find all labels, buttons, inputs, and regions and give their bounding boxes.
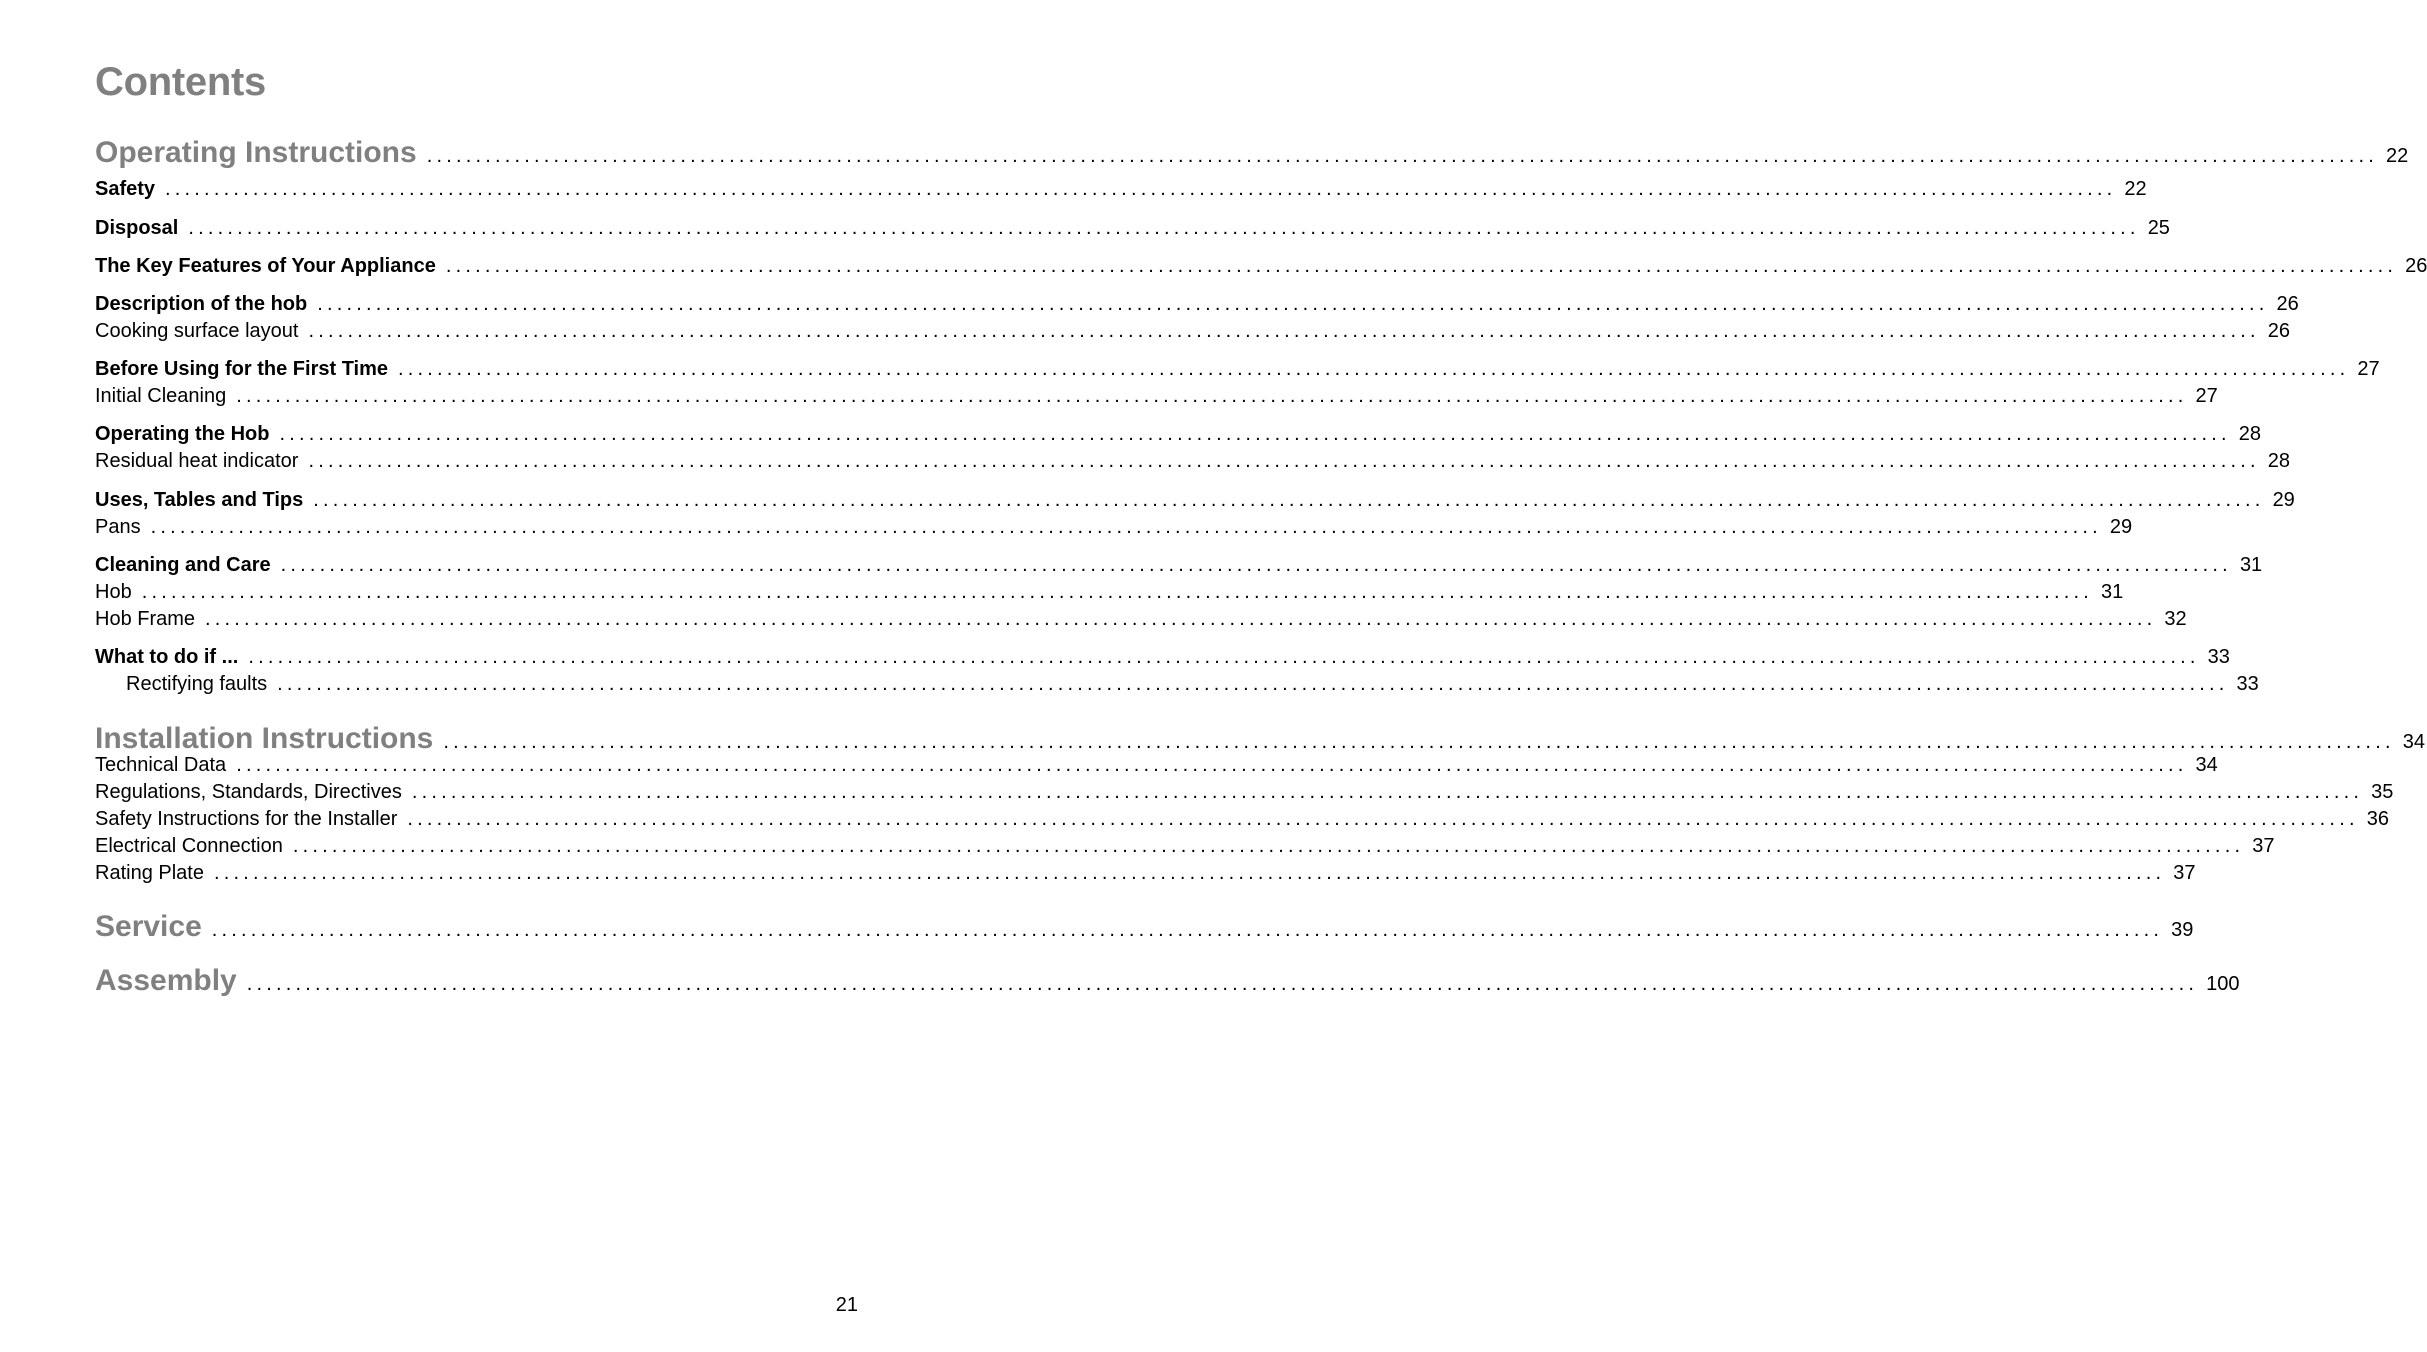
toc-entry-page: 31: [2101, 581, 2124, 603]
toc-entry-page: 27: [2195, 385, 2218, 407]
dot-leader: ........................................................................................................................................................................................................: [443, 731, 2395, 753]
toc-entry-label: Operating Instructions: [95, 136, 417, 169]
toc-entry[interactable]: [95, 320, 2291, 343]
toc-entry-label: Installation Instructions: [95, 722, 434, 755]
dot-leader: ........................................................................................................................................................................................................: [236, 385, 2188, 407]
dot-leader: ........................................................................................................................................................................................................: [141, 581, 2094, 603]
dot-leader: ........................................................................................................................................................................................................: [407, 808, 2359, 830]
toc-entry-page: 26: [2276, 293, 2299, 315]
toc-entry[interactable]: [95, 862, 2196, 885]
toc-entry[interactable]: [95, 423, 2262, 446]
toc-entry-page: 31: [2239, 554, 2263, 576]
dot-leader: ........................................................................................................................................................................................................: [308, 450, 2260, 472]
dot-leader: ........................................................................................................................................................................................................: [236, 754, 2188, 776]
toc-entry-page: 26: [2405, 255, 2427, 277]
dot-leader: ........................................................................................................................................................................................................: [426, 145, 2379, 167]
toc-entry-label: Electrical Connection: [95, 835, 283, 857]
dot-leader: ........................................................................................................................................................................................................: [248, 646, 2200, 668]
dot-leader: ........................................................................................................................................................................................................: [165, 178, 2117, 200]
toc-entry[interactable]: [95, 489, 2295, 512]
toc-entry-page: 29: [2272, 489, 2295, 511]
toc-entry-label: Technical Data: [95, 754, 227, 776]
toc-entry-page: 29: [2109, 516, 2133, 538]
toc-entry-label: Before Using for the First Time: [95, 358, 389, 380]
toc-entry-label: Rating Plate: [95, 862, 204, 884]
toc-entry[interactable]: [95, 608, 2187, 631]
toc-entry-page: 37: [2252, 835, 2275, 857]
toc-entry[interactable]: [95, 646, 2230, 669]
toc-entry[interactable]: [95, 754, 2218, 777]
toc-entry[interactable]: [95, 722, 2425, 756]
dot-leader: ........................................................................................................................................................................................................: [188, 217, 2140, 239]
toc-entry[interactable]: [95, 385, 2218, 408]
toc-entry-label: Residual heat indicator: [95, 450, 299, 472]
toc-entry-label: Pans: [95, 516, 141, 538]
dot-leader: ........................................................................................................................................................................................................: [398, 358, 2350, 380]
toc-entry[interactable]: [95, 964, 2240, 998]
dot-leader: ........................................................................................................................................................................................................: [150, 516, 2102, 538]
toc-entry-page: 39: [2171, 919, 2194, 941]
toc-entry-label: Rectifying faults: [126, 673, 268, 695]
toc-entry-page: 36: [2366, 808, 2389, 830]
toc-entry-label: Hob Frame: [95, 608, 196, 630]
dot-leader: ........................................................................................................................................................................................................: [317, 293, 2269, 315]
toc-entry-page: 25: [2147, 217, 2170, 239]
toc-entry-label: Regulations, Standards, Directives: [95, 781, 402, 803]
dot-leader: ........................................................................................................................................................................................................: [246, 973, 2199, 995]
toc-entry[interactable]: [95, 255, 2427, 278]
toc-entry-label: Cooking surface layout: [95, 320, 299, 342]
toc-entry-label: Service: [95, 910, 202, 943]
toc-entry-label: Disposal: [95, 217, 179, 239]
toc-entry[interactable]: [95, 450, 2291, 473]
toc-entry-page: 33: [2207, 646, 2230, 668]
dot-leader: ........................................................................................................................................................................................................: [213, 862, 2166, 884]
toc-entry[interactable]: [95, 136, 2409, 170]
toc-entry[interactable]: [95, 910, 2194, 944]
toc-entry-label: Safety Instructions for the Installer: [95, 808, 398, 830]
toc-entry[interactable]: [95, 808, 2389, 831]
toc-entry-page: 37: [2173, 862, 2196, 884]
toc-entry-label: Initial Cleaning: [95, 385, 227, 407]
toc-entry-label: The Key Features of Your Appliance: [95, 255, 436, 277]
toc-entry-label: What to do if ...: [95, 646, 239, 668]
toc-entry-page: 22: [2124, 178, 2147, 200]
toc-entry-label: Uses, Tables and Tips: [95, 489, 304, 511]
dot-leader: ........................................................................................................................................................................................................: [313, 489, 2265, 511]
dot-leader: ........................................................................................................................................................................................................: [280, 554, 2232, 576]
toc-entry[interactable]: [95, 554, 2263, 577]
toc-entry-label: Description of the hob: [95, 293, 308, 315]
page-title: Contents: [95, 60, 266, 104]
toc-entry[interactable]: [95, 835, 2275, 858]
toc-entry-page: 35: [2371, 781, 2394, 803]
dot-leader: ........................................................................................................................................................................................................: [411, 781, 2364, 803]
page-number: 21: [835, 1294, 858, 1316]
dot-leader: ........................................................................................................................................................................................................: [277, 673, 2229, 695]
toc-entry-label: Cleaning and Care: [95, 554, 271, 576]
toc-entry[interactable]: [95, 217, 2170, 240]
dot-leader: ........................................................................................................................................................................................................: [308, 320, 2260, 342]
toc-entry[interactable]: [95, 781, 2394, 804]
toc-entry-page: 28: [2267, 450, 2291, 472]
dot-leader: ........................................................................................................................................................................................................: [205, 608, 2157, 630]
toc-entry[interactable]: [95, 581, 2124, 604]
toc-entry[interactable]: [95, 358, 2380, 381]
dot-leader: ........................................................................................................................................................................................................: [279, 423, 2231, 445]
toc-entry-page: 27: [2357, 358, 2380, 380]
toc-entry-page: 34: [2402, 731, 2425, 753]
toc-entry-label: Hob: [95, 581, 132, 603]
toc-entry-page: 32: [2164, 608, 2187, 630]
toc-entry-page: 22: [2386, 145, 2409, 167]
dot-leader: ........................................................................................................................................................................................................: [292, 835, 2245, 857]
toc-entry-label: Assembly: [95, 964, 237, 997]
toc-entry-page: 34: [2195, 754, 2218, 776]
toc-entry[interactable]: [95, 673, 2259, 696]
toc-entry[interactable]: [95, 293, 2299, 316]
dot-leader: ........................................................................................................................................................................................................: [445, 255, 2398, 277]
toc-entry-page: 28: [2238, 423, 2262, 445]
toc-entry-page: 26: [2267, 320, 2291, 342]
toc-entry[interactable]: [95, 178, 2147, 201]
toc-entry-page: 100: [2206, 973, 2240, 995]
toc-entry[interactable]: [95, 516, 2133, 539]
dot-leader: ........................................................................................................................................................................................................: [211, 919, 2164, 941]
toc-entry-label: Safety: [95, 178, 156, 200]
toc-entry-page: 33: [2236, 673, 2259, 695]
toc-entry-label: Operating the Hob: [95, 423, 270, 445]
